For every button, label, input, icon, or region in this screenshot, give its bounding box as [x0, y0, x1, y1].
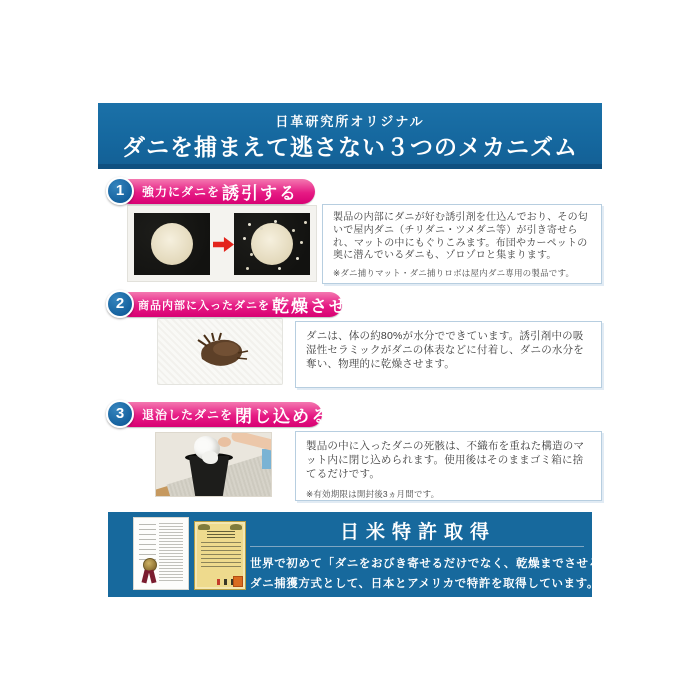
- header-banner: [98, 103, 602, 169]
- patent-panel: [108, 512, 613, 597]
- dried-mite-image: [157, 318, 283, 385]
- step-1-label-small: 強力にダニを: [142, 185, 221, 199]
- bait-mound: [151, 223, 193, 265]
- patent-title: 日米特許取得: [339, 522, 496, 543]
- step-1-label-large: 誘引する: [222, 184, 299, 203]
- bait-after-photo: [234, 213, 310, 275]
- step-1-description-box: [322, 204, 602, 284]
- bait-comparison-image: [127, 205, 317, 282]
- step-1-banner: [118, 179, 315, 204]
- phoenix-decoration: [198, 524, 210, 530]
- header-subtitle: 日革研究所オリジナル: [275, 114, 425, 129]
- step-3-banner: [118, 402, 331, 427]
- hand: [218, 437, 231, 447]
- step-2-description: ダニは、体の約80%が水分でできています。誘引剤中の吸湿性セラミックがダニの体表などに付着し、ダニの水分を奪い、物理的に乾燥させます。: [306, 330, 584, 370]
- bait-mound: [251, 223, 293, 265]
- patent-divider: [250, 546, 584, 547]
- patent-text-line1: 世界で初めて「ダニをおびき寄せるだけでなく、乾燥までさせる」: [250, 558, 613, 570]
- step-3-description-box: [295, 431, 602, 501]
- us-patent-certificate: [133, 517, 189, 590]
- step-2-label-small: 商品内部に入ったダニを: [138, 299, 270, 312]
- ribbon-tail: [149, 570, 157, 584]
- header-bottom-strip: [98, 164, 602, 169]
- step-3-label-large: 閉じ込める: [235, 407, 331, 426]
- page-title: ダニを捕まえて逃さない３つのメカニズム: [122, 134, 578, 160]
- mite-illustration: [188, 331, 252, 373]
- step-2-number-badge: 2: [106, 290, 134, 318]
- step-3-label-small: 退治したダニを: [142, 408, 234, 422]
- jp-patent-certificate: [194, 521, 246, 590]
- step-3-note: ※有効期限は開封後3ヵ月間です。: [306, 489, 440, 499]
- step-2-description-box: [295, 321, 602, 388]
- step-2-label-large: 乾燥させる: [272, 297, 367, 316]
- red-seal: [233, 576, 243, 587]
- step-1-note: ※ダニ捕りマット・ダニ捕りロボは屋内ダニ専用の製品です。: [333, 268, 575, 279]
- step-1-description: 製品の内部にダニが好む誘引剤を仕込んでおり、その匂いで屋内ダニ（チリダニ・ツメダニ等）が引き寄せられ、マットの中にもぐりこみます。布団やカーペットの奥に潜んでいるダニも、ゾロゾロと集まります。: [333, 212, 588, 262]
- bait-before-photo: [134, 213, 210, 275]
- hand-arm: [230, 432, 272, 451]
- gathered-mites-dots: [248, 223, 251, 226]
- step-1-number-badge: 1: [106, 177, 134, 205]
- used-mat-bag-fold: [202, 451, 218, 464]
- disposal-photo: [155, 432, 272, 497]
- phoenix-decoration: [230, 524, 242, 530]
- blue-object: [262, 449, 271, 469]
- patent-text-line2: ダニ捕獲方式として、日本とアメリカで特許を取得しています。: [250, 578, 599, 590]
- step-2-banner: [118, 292, 367, 317]
- step-3-description: 製品の中に入ったダニの死骸は、不織布を重ねた構造のマット内に閉じ込められます。使用後はそのままゴミ箱に捨てるだけです。: [306, 440, 585, 480]
- arrow-right-icon: [213, 237, 234, 252]
- step-3-number-badge: 3: [106, 400, 134, 428]
